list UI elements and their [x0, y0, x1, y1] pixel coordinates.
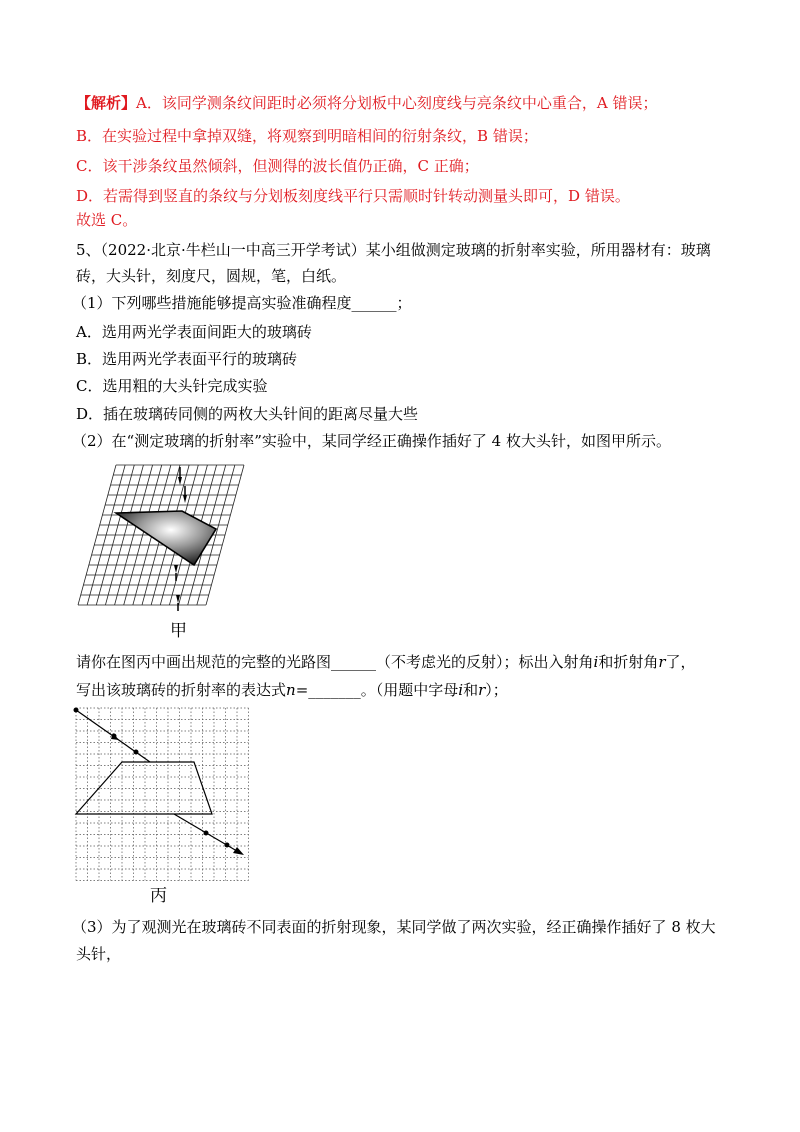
var-r-2: r	[478, 681, 486, 699]
trapezoid-brick	[76, 762, 212, 814]
analysis-conclusion: 故选 C。	[76, 211, 138, 229]
var-r: r	[658, 653, 666, 671]
figure-bing	[70, 702, 250, 882]
analysis-line-2: B．在实验过程中拿掉双缝，将观察到明暗相间的衍射条纹，B 错误；	[76, 127, 538, 145]
figure-jia-caption: 甲	[170, 621, 187, 641]
question-part-2b: 请你在图丙中画出规范的完整的光路图______（不考虑光的反射）；标出入射角i和折射角r了，	[76, 653, 696, 671]
question-stem-1: 5、（2022·北京·牛栏山一中高三开学考试）某小组做测定玻璃的折射率实验，所用器材有：玻璃	[76, 241, 711, 259]
figure-jia	[76, 455, 246, 615]
question-part-2: （2）在“测定玻璃的折射率”实验中，某同学经正确操作插好了 4 枚大头针，如图甲所示。	[72, 432, 671, 450]
question-part-3-line-1: （3）为了观测光在玻璃砖不同表面的折射现象，某同学做了两次实验，经正确操作插好了 8 枚大	[72, 918, 716, 936]
option-a: A．选用两光学表面间距大的玻璃砖	[76, 323, 312, 341]
option-d: D．插在玻璃砖同侧的两枚大头针间的距离尽量大些	[76, 405, 419, 423]
question-part-1: （1）下列哪些措施能够提高实验准确程度______；	[72, 294, 412, 312]
var-n: n	[286, 681, 296, 699]
dotted-grid	[76, 708, 249, 881]
var-i: i	[593, 653, 599, 671]
analysis-line-1: 【解析】A．该同学测条纹间距时必须将分划板中心刻度线与亮条纹中心重合，A 错误；	[76, 94, 658, 112]
analysis-label: 【解析】	[76, 94, 137, 112]
var-i-2: i	[458, 681, 464, 699]
question-stem-2: 砖，大头针，刻度尺，圆规，笔，白纸。	[76, 267, 347, 285]
option-c: C．选用粗的大头针完成实验	[76, 377, 268, 395]
question-part-3-line-2: 头针，	[76, 945, 122, 963]
option-b: B．选用两光学表面平行的玻璃砖	[76, 350, 298, 368]
pin-start	[74, 708, 79, 713]
question-part-2c: 写出该玻璃砖的折射率的表达式n=_______。（用题中字母i和r）；	[76, 681, 508, 699]
figure-bing-caption: 丙	[150, 886, 167, 906]
analysis-line-4: D．若需得到竖直的条纹与分划板刻度线平行只需顺时针转动测量头即可，D 错误。	[76, 187, 630, 205]
analysis-line-3: C．该干涉条纹虽然倾斜，但测得的波长值仍正确，C 正确；	[76, 157, 479, 175]
